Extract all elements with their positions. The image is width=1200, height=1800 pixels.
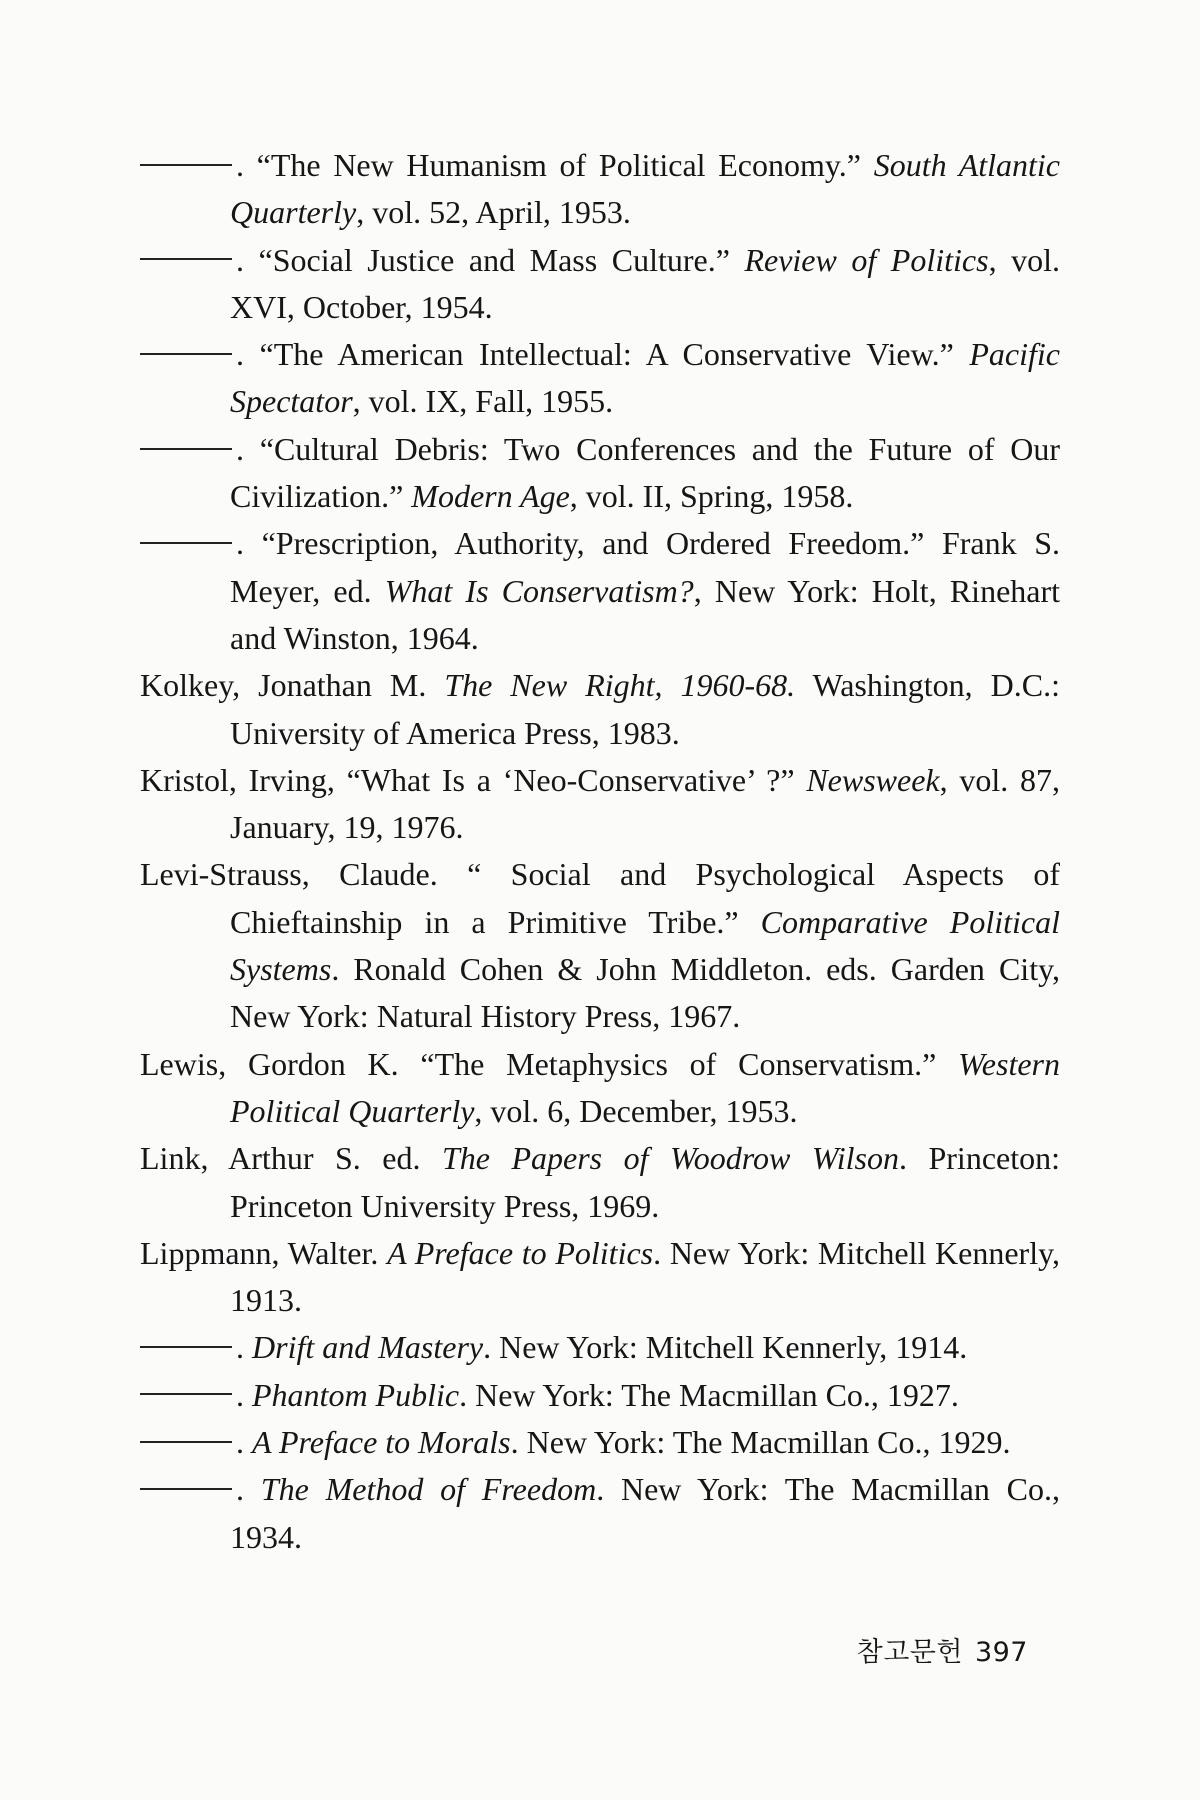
reference-text: . “Prescription, Authority, and Ordered Freedom.” Frank S. Meyer, ed. [230,525,1060,609]
reference-text: . Princeton: Princeton University Press, 1969. [230,1140,1061,1224]
reference-text: . Ronald Cohen & John Middleton. eds. Garden City, New York: Natural History Press, 1967. [230,951,1060,1035]
reference-text: , vol. 52, April, 1953. [356,194,631,231]
reference-text: Kolkey, Jonathan M. [140,667,445,704]
reference-text: . “The New Humanism of Political Economy.” [236,147,874,183]
author-repeat-dash [140,257,232,260]
reference-title-italic: Newsweek [806,761,940,798]
author-repeat-dash [140,352,232,355]
reference-entry [140,1419,1060,1466]
author-repeat-dash [140,1345,232,1348]
reference-text: . “The American Intellectual: A Conservative View.” [236,336,970,373]
reference-text: , vol. II, Spring, 1958. [569,478,854,515]
reference-text: Kristol, Irving, “What Is a ‘Neo-Conservative’ ?” [140,761,807,798]
reference-title-italic: Comparative Political Systems [230,903,1060,988]
reference-entry [140,757,1060,852]
author-repeat-dash [140,1392,232,1395]
reference-entry [140,1230,1060,1325]
reference-title-italic: Drift and Mastery [252,1329,484,1366]
reference-title-italic: Phantom Public [252,1376,460,1413]
reference-text: . [236,1424,252,1461]
reference-title-italic: The New Right, 1960-68. [444,667,796,704]
reference-entry [140,1135,1060,1230]
reference-text: , vol. IX, Fall, 1955. [352,383,614,420]
author-repeat-dash [140,163,232,166]
reference-text: Link, Arthur S. ed. [140,1140,442,1177]
reference-text: . “Cultural Debris: Two Conferences and the Future of Our Civilization.” [230,430,1060,515]
reference-title-italic: Pacific Spectator [230,336,1060,420]
reference-title-italic: South Atlantic Quarterly [230,147,1061,231]
reference-title-italic: Modern Age [411,478,570,515]
reference-text: . New York: Mitchell Kennerly, 1914. [483,1329,968,1366]
reference-text: . [236,1329,252,1366]
reference-entry [140,1372,1060,1419]
page-footer [857,1630,1028,1669]
reference-entry [140,142,1060,237]
reference-text: Washington, D.C.: University of America Press, 1983. [230,667,1061,751]
reference-text: . “Social Justice and Mass Culture.” [236,241,745,278]
reference-entry [140,426,1060,521]
reference-entry [140,331,1060,426]
reference-title-italic: The Papers of Woodrow Wilson [441,1140,899,1177]
author-repeat-dash [140,1440,232,1443]
reference-text: , New York: Holt, Rinehart and Winston, 1964. [230,572,1061,656]
footer-section-title: 참고문헌 [856,1637,963,1668]
reference-entry [140,1324,1060,1371]
reference-title-italic: The Method of Freedom [260,1471,597,1508]
reference-text: , vol. 6, December, 1953. [474,1092,798,1129]
page-number: 397 [974,1637,1028,1668]
reference-text: . [236,1471,261,1508]
reference-text: . New York: The Macmillan Co., 1927. [459,1376,959,1413]
reference-text: . [236,1376,252,1413]
reference-text: . New York: Mitchell Kennerly, 1913. [230,1234,1061,1319]
reference-text: Lewis, Gordon K. “The Metaphysics of Conservatism.” [140,1045,959,1082]
reference-entry [140,520,1060,662]
reference-title-italic: Western Political Quarterly [230,1045,1060,1129]
reference-entry [140,237,1060,332]
reference-entry [140,662,1060,757]
reference-entry [140,851,1060,1040]
reference-entry [140,1041,1060,1136]
author-repeat-dash [140,1487,232,1490]
reference-text: . New York: The Macmillan Co., 1934. [230,1471,1061,1555]
reference-list [140,142,1060,1561]
reference-text: Levi-Strauss, Claude. “ Social and Psychological Aspects of Chieftainship in a Primitive Tribe.” [140,856,1060,940]
reference-text: . New York: The Macmillan Co., 1929. [510,1424,1011,1461]
reference-title-italic: What Is Conservatism? [384,572,694,609]
reference-title-italic: A Preface to Morals [252,1424,511,1461]
reference-text: , vol. XVI, October, 1954. [230,241,1061,325]
reference-title-italic: Review of Politics [744,241,989,278]
reference-text: , vol. 87, January, 19, 1976. [230,761,1060,846]
reference-entry [140,1466,1060,1561]
author-repeat-dash [140,541,232,544]
author-repeat-dash [140,447,232,450]
reference-title-italic: A Preface to Politics [387,1234,654,1271]
reference-text: Lippmann, Walter. [140,1234,388,1271]
